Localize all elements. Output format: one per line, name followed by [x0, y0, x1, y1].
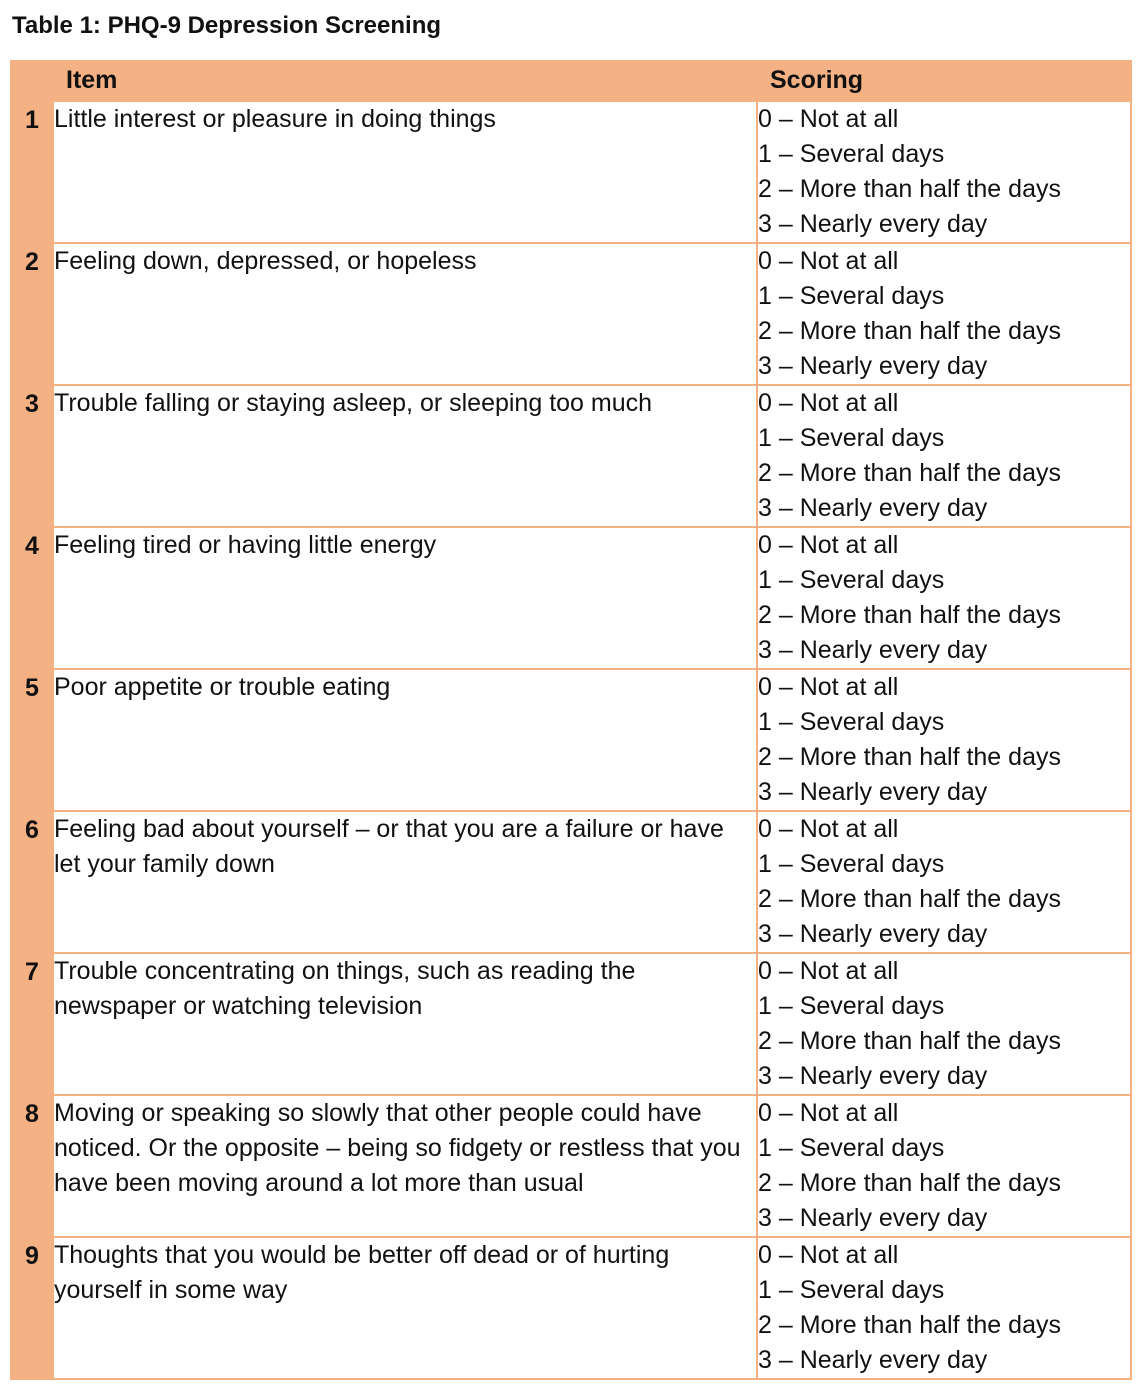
- score-option: 1 – Several days: [758, 1134, 945, 1162]
- row-scoring: [757, 669, 1131, 811]
- score-option: 0 – Not at all: [758, 957, 899, 985]
- row-item-text: Feeling bad about yourself – or that you are a failure or have let your family down: [53, 811, 757, 953]
- row-number: 5: [11, 669, 53, 811]
- table-row: [11, 385, 1131, 527]
- header-item: Item: [53, 61, 757, 101]
- score-option: 2 – More than half the days: [758, 317, 1061, 345]
- table-caption: Table 1: PHQ-9 Depression Screening: [12, 12, 442, 39]
- score-option: 0 – Not at all: [758, 815, 899, 843]
- row-number: 3: [11, 385, 53, 527]
- score-option: 3 – Nearly every day: [758, 210, 988, 238]
- score-option: 1 – Several days: [758, 566, 945, 594]
- row-number: 2: [11, 243, 53, 385]
- row-scoring: [757, 1095, 1131, 1237]
- row-number: 1: [11, 101, 53, 243]
- score-option: 2 – More than half the days: [758, 1311, 1061, 1339]
- score-option: 0 – Not at all: [758, 531, 899, 559]
- score-option: 0 – Not at all: [758, 1241, 899, 1269]
- row-scoring: [757, 385, 1131, 527]
- table-row: [11, 953, 1131, 1095]
- row-item-text: Trouble concentrating on things, such as reading the newspaper or watching television: [53, 953, 757, 1095]
- row-item-text: Feeling tired or having little energy: [53, 527, 757, 669]
- row-number: 4: [11, 527, 53, 669]
- row-scoring: [757, 243, 1131, 385]
- score-option: 3 – Nearly every day: [758, 1062, 988, 1090]
- score-option: 3 – Nearly every day: [758, 494, 988, 522]
- score-option: 1 – Several days: [758, 424, 945, 452]
- row-scoring: [757, 1237, 1131, 1379]
- score-option: 3 – Nearly every day: [758, 636, 988, 664]
- score-option: 2 – More than half the days: [758, 885, 1061, 913]
- score-option: 2 – More than half the days: [758, 743, 1061, 771]
- score-option: 0 – Not at all: [758, 673, 899, 701]
- row-number: 9: [11, 1237, 53, 1379]
- score-option: 2 – More than half the days: [758, 175, 1061, 203]
- table-row: [11, 101, 1131, 243]
- row-scoring: [757, 811, 1131, 953]
- score-option: 1 – Several days: [758, 850, 945, 878]
- row-item-text: Poor appetite or trouble eating: [53, 669, 757, 811]
- row-number: 6: [11, 811, 53, 953]
- row-item-text: Moving or speaking so slowly that other people could have noticed. Or the opposite – being so fidgety or restless that you have been moving around a lot more than usual: [53, 1095, 757, 1237]
- row-item-text: Thoughts that you would be better off dead or of hurting yourself in some way: [53, 1237, 757, 1379]
- score-option: 1 – Several days: [758, 708, 945, 736]
- row-number: 8: [11, 1095, 53, 1237]
- row-scoring: [757, 527, 1131, 669]
- score-option: 2 – More than half the days: [758, 1027, 1061, 1055]
- score-option: 3 – Nearly every day: [758, 1204, 988, 1232]
- score-option: 1 – Several days: [758, 992, 945, 1020]
- score-option: 0 – Not at all: [758, 1099, 899, 1127]
- row-item-text: Little interest or pleasure in doing things: [53, 101, 757, 243]
- table-row: [11, 811, 1131, 953]
- row-number: 7: [11, 953, 53, 1095]
- score-option: 0 – Not at all: [758, 247, 899, 275]
- row-scoring: [757, 101, 1131, 243]
- table-row: [11, 527, 1131, 669]
- score-option: 2 – More than half the days: [758, 1169, 1061, 1197]
- table-row: [11, 1095, 1131, 1237]
- score-option: 1 – Several days: [758, 140, 945, 168]
- score-option: 0 – Not at all: [758, 389, 899, 417]
- score-option: 3 – Nearly every day: [758, 1346, 988, 1374]
- score-option: 0 – Not at all: [758, 105, 899, 133]
- table-row: [11, 243, 1131, 385]
- score-option: 1 – Several days: [758, 1276, 945, 1304]
- header-number: [11, 61, 53, 101]
- table-row: [11, 669, 1131, 811]
- phq9-table: [10, 60, 1132, 1380]
- row-item-text: Feeling down, depressed, or hopeless: [53, 243, 757, 385]
- row-item-text: Trouble falling or staying asleep, or sleeping too much: [53, 385, 757, 527]
- header-scoring: Scoring: [757, 61, 1131, 101]
- score-option: 2 – More than half the days: [758, 459, 1061, 487]
- score-option: 3 – Nearly every day: [758, 778, 988, 806]
- row-scoring: [757, 953, 1131, 1095]
- score-option: 3 – Nearly every day: [758, 352, 988, 380]
- score-option: 3 – Nearly every day: [758, 920, 988, 948]
- table-row: [11, 1237, 1131, 1379]
- score-option: 2 – More than half the days: [758, 601, 1061, 629]
- table-header-row: [11, 61, 1131, 101]
- score-option: 1 – Several days: [758, 282, 945, 310]
